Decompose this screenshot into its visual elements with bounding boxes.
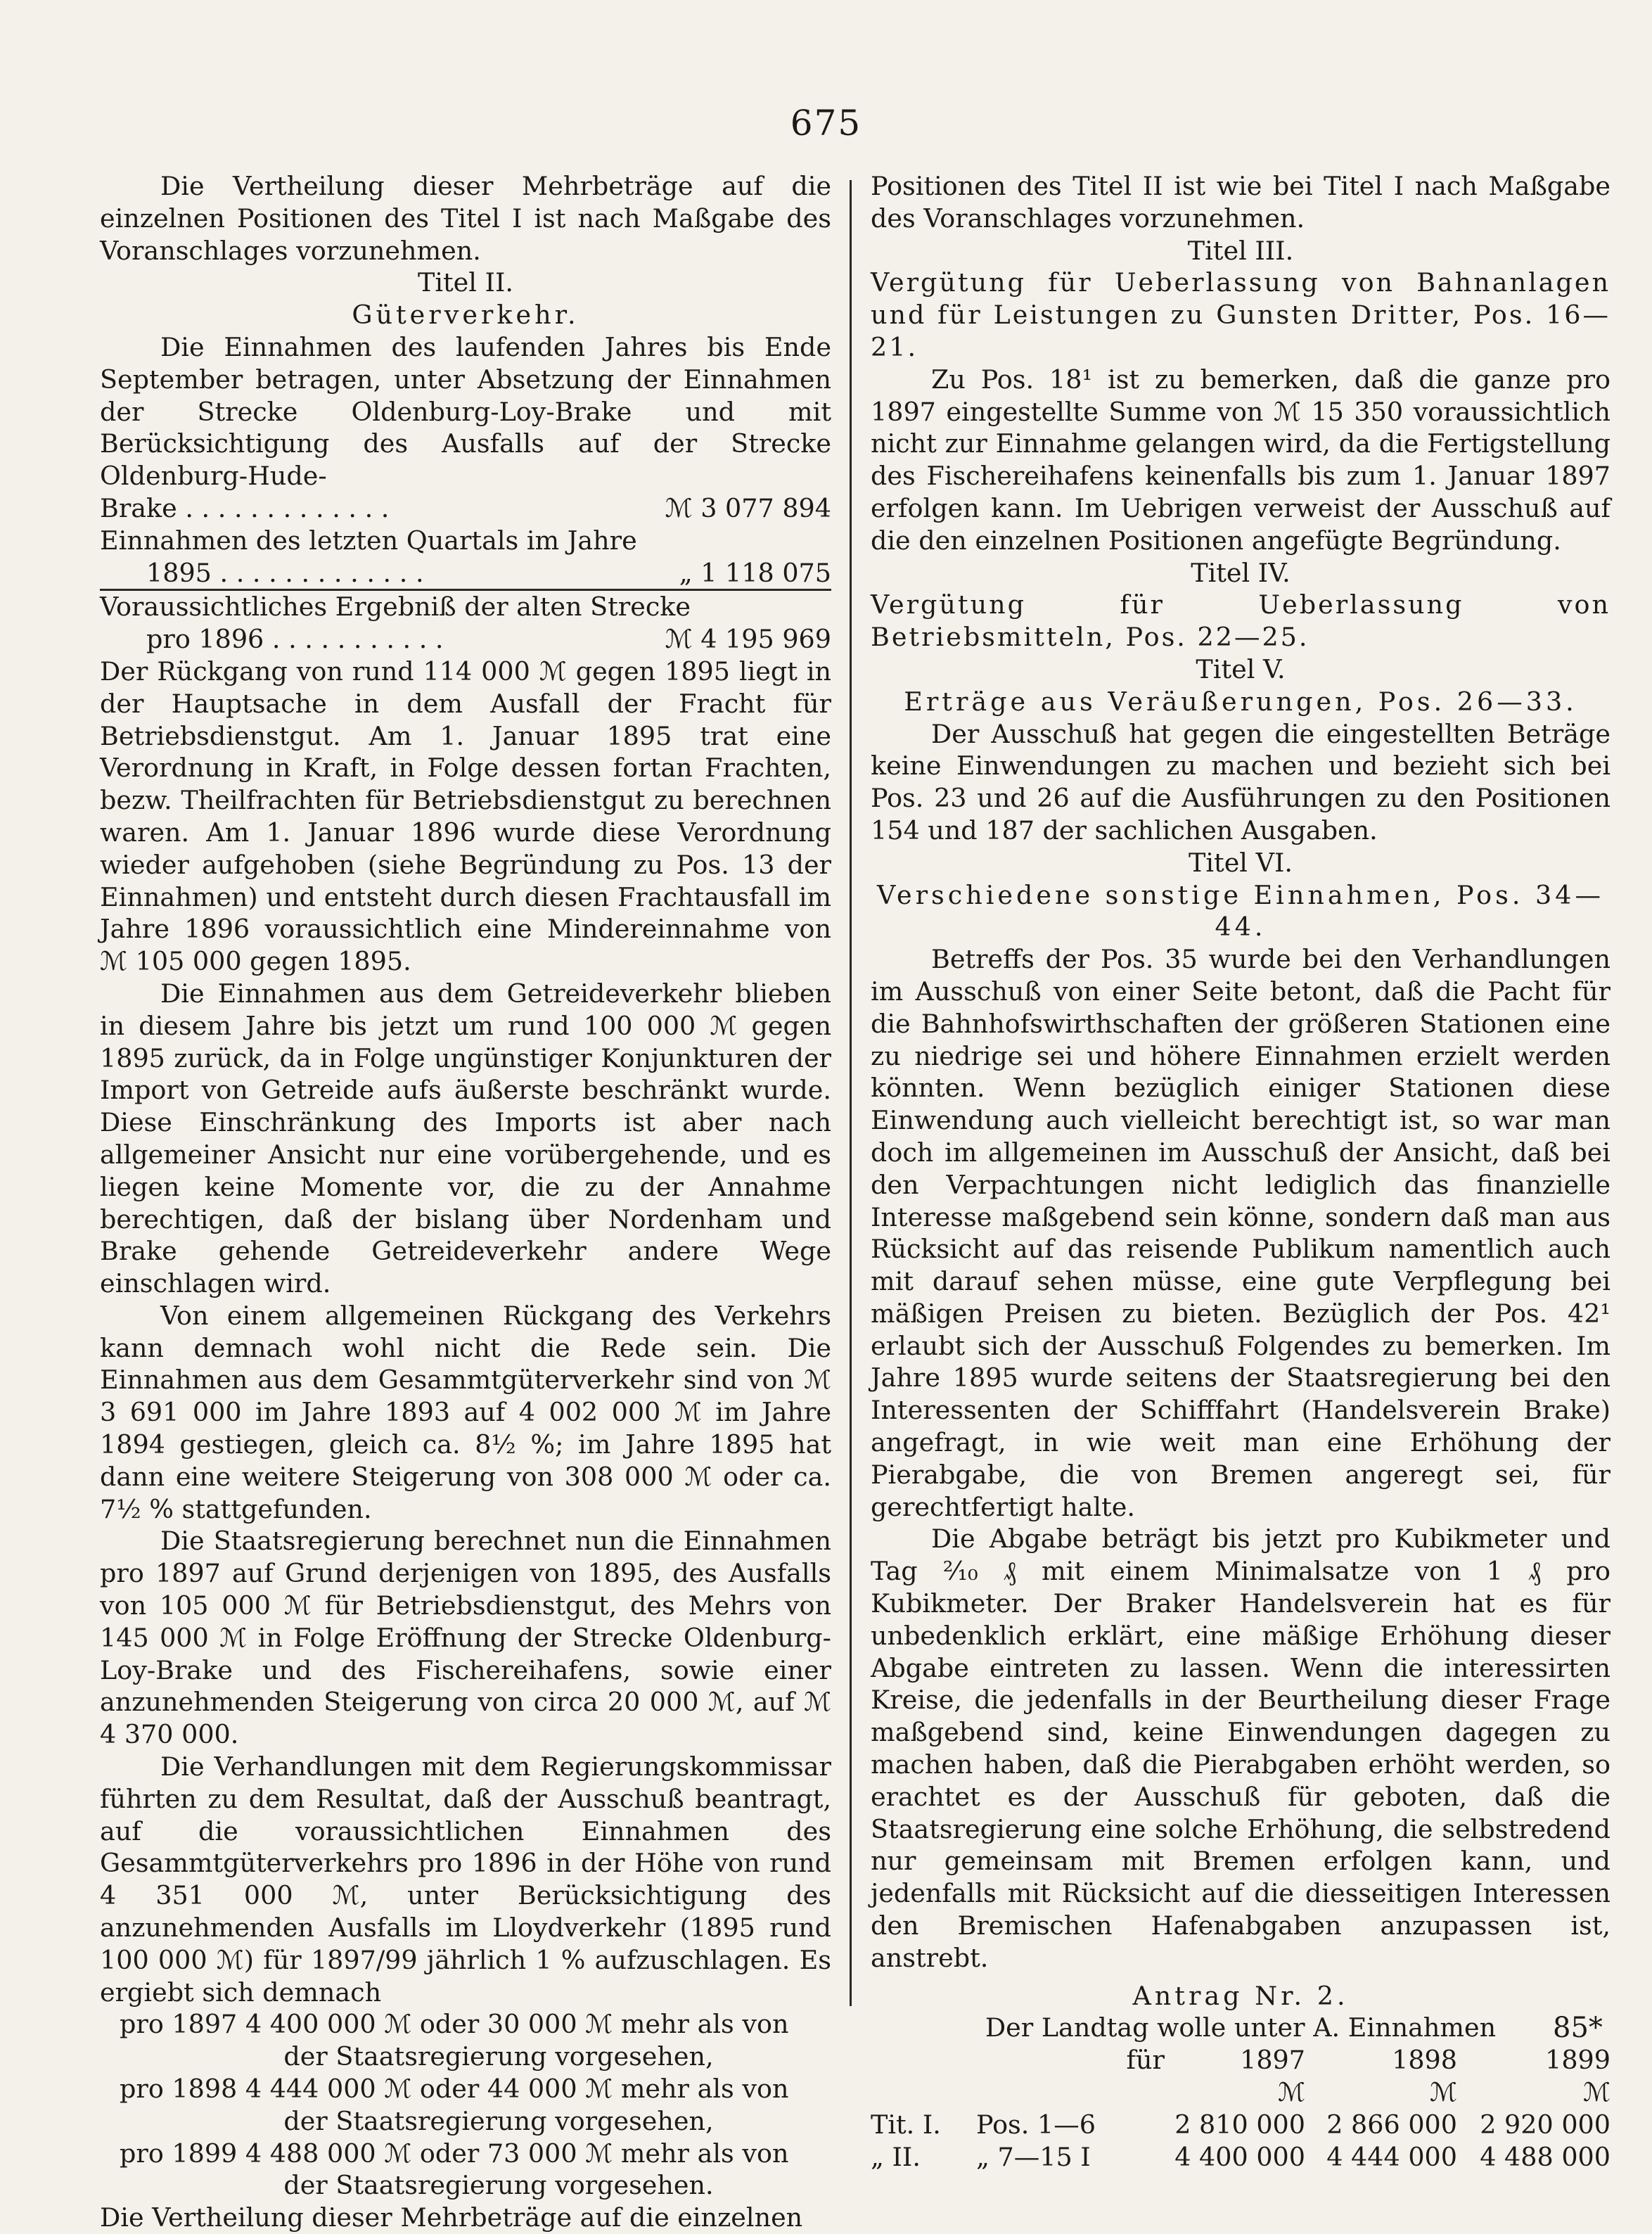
table-cell-position: Pos. 1—6 [976, 2109, 1096, 2140]
year-line-continuation: der Staatsregierung vorgesehen, [283, 2041, 714, 2072]
paragraph: Die Einnahmen aus dem Getreideverkehr blieben in diesem Jahre bis jetzt um rund 100 000 ℳ gegen 1895 zurück, da in Folge ungünstiger Konjunkturen der Import von Getreide aufs äußerste beschränkt wurde. Diese Einschränkung des Imports ist aber nach allgemeiner Ansicht nur eine vorübergehende, und es liegen keine Momente vor, die zu der Annahme berechtigen, daß der bislang über Nordenham und Brake gehende Getreideverkehr andere Wege einschlagen wird. [100, 978, 831, 1299]
sum-line-label: Brake . . . . . . . . . . . . . [100, 492, 390, 523]
sum-line-value: „ 1 118 075 [679, 557, 831, 588]
table-cell-value: 2 866 000 [1326, 2109, 1457, 2140]
table-unit-row [871, 2076, 1611, 2109]
table-cell-titel: „ II. [871, 2141, 921, 2172]
sum-line-value: ℳ 3 077 894 [665, 492, 831, 523]
table-unit-cell: ℳ [1582, 2077, 1611, 2108]
table-unit-cell: ℳ [1429, 2077, 1457, 2108]
right-column [871, 170, 1611, 2173]
table-header-cell: 1897 [1240, 2045, 1305, 2076]
paragraph: Der Rückgang von rund 114 000 ℳ gegen 1895 liegt in der Hauptsache in dem Ausfall der Fracht für Betriebsdienstgut. Am 1. Januar 1895 trat eine Verordnung in Kraft, in Folge dessen fortan Frachten, bezw. Theilfrachten für Betriebsdienstgut zu berechnen waren. Am 1. Januar 1896 wurde diese Verordnung wieder aufgehoben (siehe Begründung zu Pos. 13 der Einnahmen) und entsteht durch diesen Frachtausfall im Jahre 1896 voraussichtlich eine Mindereinnahme von ℳ 105 000 gegen 1895. [100, 656, 831, 977]
table-cell-value: 2 920 000 [1480, 2109, 1611, 2140]
paragraph: Positionen des Titel II ist wie bei Titel I nach Maßgabe des Voranschlages vorzunehmen. [871, 171, 1611, 234]
section-subheading: Vergütung für Ueberlassung von Betriebsmitteln, Pos. 22—25. [871, 589, 1611, 653]
paragraph: Die Abgabe beträgt bis jetzt pro Kubikmeter und Tag ²⁄₁₀ ₰ mit einem Minimalsatze von 1 ₰ pro Kubikmeter. Der Braker Handelsverein hat es für unbedenklich erklärt, eine mäßige Erhöhung dieser Abgabe eintreten zu lassen. Wenn die interessirten Kreise, die jedenfalls in der Beurtheilung dieser Frage maßgebend sind, keine Einwendungen dagegen zu machen haben, daß die Pierabgaben erhöht werden, so erachtet es der Ausschuß für geboten, daß die Staatsregierung eine solche Erhöhung, die selbstredend nur gemeinsam mit Bremen erfolgen kann, und jedenfalls mit Rücksicht auf die diesseitigen Interessen den Bremischen Hafenabgaben anzupassen ist, anstrebt. [871, 1524, 1611, 1973]
section-subheading: Erträge aus Veräußerungen, Pos. 26—33. [904, 686, 1577, 717]
table-cell-value: 4 444 000 [1326, 2141, 1457, 2172]
table-header-cell: für [1126, 2045, 1165, 2076]
table-row [871, 2141, 1611, 2174]
motion-table [871, 2044, 1611, 2173]
year-line: pro 1897 4 400 000 ℳ oder 30 000 ℳ mehr als von [120, 2009, 789, 2040]
sum-line-label: Einnahmen des letzten Quartals im Jahre [100, 525, 637, 556]
sum-line-total [100, 623, 831, 656]
year-line-continuation: der Staatsregierung vorgesehen. [283, 2170, 714, 2201]
paragraph: Betreffs der Pos. 35 wurde bei den Verhandlungen im Ausschuß von einer Seite betont, daß die Pacht für die Bahnhofswirthschaften der größeren Stationen eine zu niedrige sei und höhere Einnahmen erzielt werden könnten. Wenn bezüglich einiger Stationen diese Einwendung auch vielleicht berechtigt ist, so war man doch im allgemeinen im Ausschuß der Ansicht, daß bei den Verpachtungen nicht lediglich das finanzielle Interesse maßgebend sein könne, sondern daß man aus Rücksicht auf das reisende Publikum namentlich auch mit darauf sehen müsse, eine gute Verpflegung bei mäßigen Preisen zu bieten. Bezüglich der Pos. 42¹ erlaubt sich der Ausschuß Folgendes zu bemerken. Im Jahre 1895 wurde seitens der Staatsregierung bei den Interessenten der Schifffahrt (Handelsverein Brake) angefragt, in wie weit man eine Erhöhung der Pierabgabe, die von Bremen angeregt sei, für gerechtfertigt halte. [871, 944, 1611, 1522]
paragraph: Die Vertheilung dieser Mehrbeträge auf die einzelnen [100, 2202, 803, 2233]
paragraph: Die Vertheilung dieser Mehrbeträge auf die einzelnen Positionen des Titel I ist nach Maßgabe des Voranschlages vorzunehmen. [100, 171, 831, 266]
paragraph: Die Verhandlungen mit dem Regierungskommissar führten zu dem Resultat, daß der Ausschuß beantragt, auf die voraussichtlichen Einnahmen des Gesammtgüterverkehrs pro 1896 in der Höhe von rund 4 351 000 ℳ, unter Berücksichtigung des anzunehmenden Ausfalls im Lloydverkehr (1895 rund 100 000 ℳ) für 1897/99 jährlich 1 % aufzuschlagen. Es ergiebt sich demnach [100, 1751, 831, 2008]
table-cell-value: 4 488 000 [1480, 2141, 1611, 2172]
section-heading-titel-4: Titel IV. [1191, 557, 1291, 588]
paragraph: Die Staatsregierung berechnet nun die Einnahmen pro 1897 auf Grund derjenigen von 1895, des Ausfalls von 105 000 ℳ für Betriebsdienstgut, des Mehrs von 145 000 ℳ in Folge Eröffnung der Strecke Oldenburg-Loy-Brake und des Fischereihafens, sowie einer anzunehmenden Steigerung von circa 20 000 ℳ, auf ℳ 4 370 000. [100, 1526, 831, 1750]
table-cell-value: 4 400 000 [1174, 2141, 1305, 2172]
section-subheading-gueterverkehr: Güterverkehr. [352, 300, 580, 331]
sum-line-label: pro 1896 . . . . . . . . . . . [146, 624, 444, 655]
section-subheading: Verschiedene sonstige Einnahmen, Pos. 34—44. [876, 879, 1604, 943]
year-line: pro 1899 4 488 000 ℳ oder 73 000 ℳ mehr als von [120, 2138, 789, 2169]
paragraph: Zu Pos. 18¹ ist zu bemerken, daß die ganze pro 1897 eingestellte Summe von ℳ 15 350 voraussichtlich nicht zur Einnahme gelangen wird, da die Fertigstellung des Fischereihafens keinenfalls bis zum 1. Januar 1897 erfolgen kann. Im Uebrigen verweist der Ausschuß auf die den einzelnen Positionen angefügte Begründung. [871, 364, 1611, 556]
left-column [100, 170, 831, 2234]
table-cell-titel: Tit. I. [871, 2109, 941, 2140]
table-header-row [871, 2044, 1611, 2076]
paragraph: Die Einnahmen des laufenden Jahres bis Ende September betragen, unter Absetzung der Einnahmen der Strecke Oldenburg-Loy-Brake und mit Berücksichtigung des Ausfalls auf der Strecke Oldenburg-Hude- [100, 331, 831, 492]
section-subheading: Vergütung für Ueberlassung von Bahnanlagen und für Leistungen zu Gunsten Dritter, Pos. 16—21. [871, 267, 1611, 362]
sum-line-value: ℳ 4 195 969 [665, 624, 831, 655]
sum-line-label: 1895 . . . . . . . . . . . . . [146, 557, 424, 588]
section-heading-titel-5: Titel V. [1196, 653, 1286, 684]
paragraph: Von einem allgemeinen Rückgang des Verkehrs kann demnach wohl nicht die Rede sein. Die Einnahmen aus dem Gesammtgüterverkehr sind von ℳ 3 691 000 im Jahre 1893 auf 4 002 000 ℳ im Jahre 1894 gestiegen, gleich ca. 8½ %; im Jahre 1895 hat dann eine weitere Steigerung von 308 000 ℳ oder ca. 7½ % stattgefunden. [100, 1300, 831, 1524]
table-unit-cell: ℳ [1277, 2077, 1305, 2108]
paragraph: Der Ausschuß hat gegen die eingestellten Beträge keine Einwendungen zu machen und bezieht sich bei Pos. 23 und 26 auf die Ausführungen zu den Positionen 154 und 187 der sachlichen Ausgaben. [871, 718, 1611, 845]
sum-line-label: Voraussichtliches Ergebniß der alten Strecke [100, 592, 691, 623]
section-heading-titel-3: Titel III. [1187, 235, 1294, 266]
column-divider [850, 180, 852, 2006]
motion-intro: Der Landtag wolle unter A. Einnahmen [985, 2012, 1497, 2043]
sheet-signature: 85* [1553, 2012, 1603, 2044]
table-header-cell: 1898 [1392, 2045, 1457, 2076]
sum-line [100, 557, 831, 592]
section-heading-titel-6: Titel VI. [1189, 847, 1293, 878]
sum-line [100, 492, 831, 525]
motion-heading: Antrag Nr. 2. [1132, 1980, 1349, 2011]
table-header-cell: 1899 [1545, 2045, 1611, 2076]
section-heading-titel-2: Titel II. [417, 267, 513, 298]
table-row [871, 2109, 1611, 2141]
year-line-continuation: der Staatsregierung vorgesehen, [283, 2105, 714, 2136]
table-cell-position: „ 7—15 I [976, 2141, 1091, 2172]
table-cell-value: 2 810 000 [1174, 2109, 1305, 2140]
year-line: pro 1898 4 444 000 ℳ oder 44 000 ℳ mehr als von [120, 2074, 789, 2105]
page-number: 675 [790, 103, 862, 143]
